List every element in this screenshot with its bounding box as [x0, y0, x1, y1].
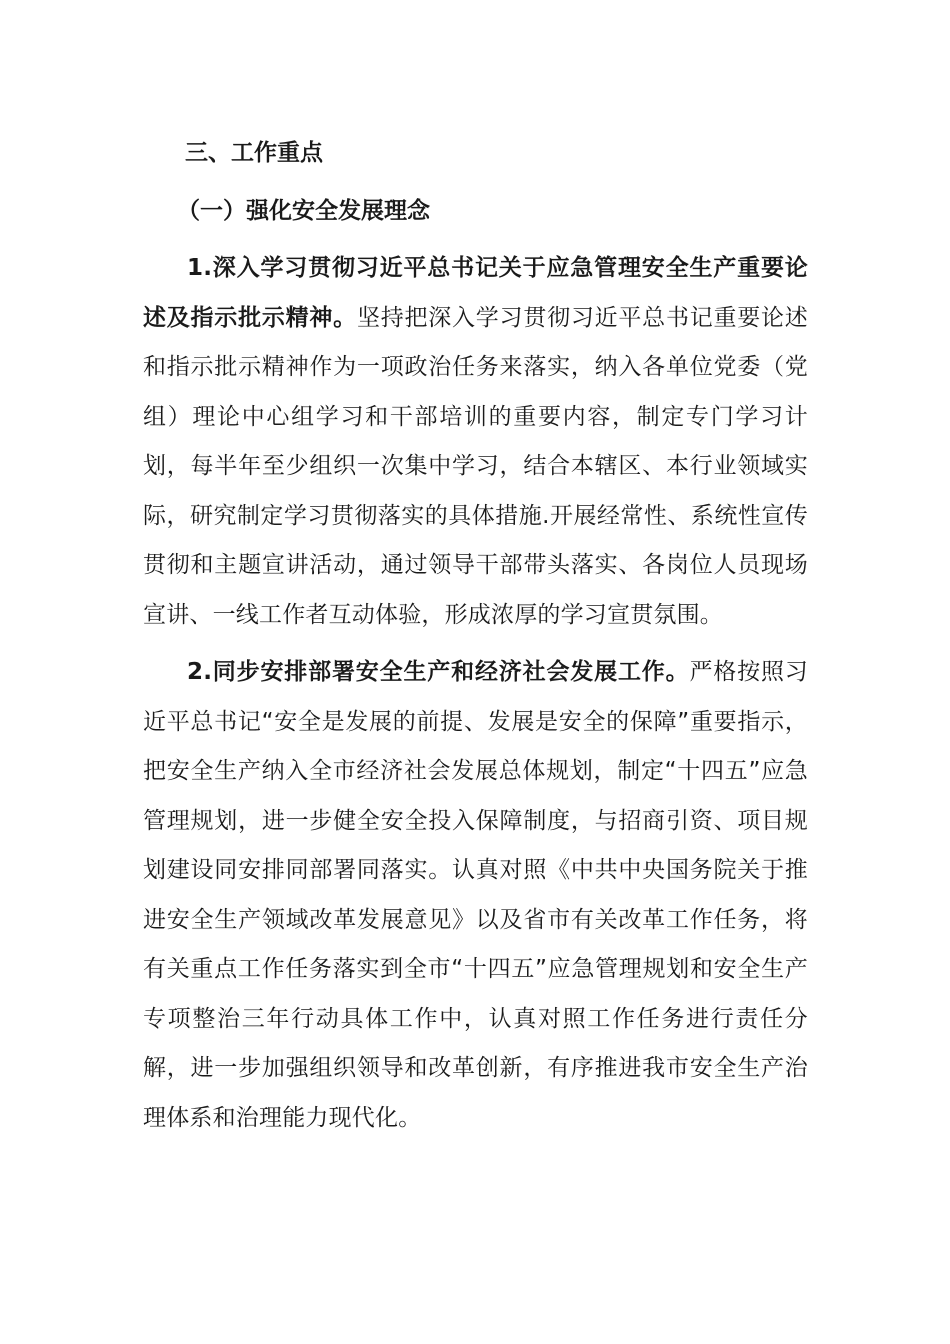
section-heading: 三、工作重点 [185, 140, 323, 166]
paragraph-1-lead: 1.深入学习贯彻习近平总书记关于应急管理安全生产重要论述及指示批示精神。 [143, 255, 808, 331]
paragraph-2 [143, 648, 808, 1143]
subsection-heading: （一）强化安全发展理念 [177, 198, 430, 224]
paragraph-1-body: 坚持把深入学习贯彻习近平总书记重要论述和指示批示精神作为一项政治任务来落实，纳入各单位党委（党组）理论中心组学习和干部培训的重要内容，制定专门学习计划，每半年至少组织一次集中学习，结合本辖区、本行业领域实际，研究制定学习贯彻落实的具体措施.开展经常性、系统性宣传贯彻和主题宣讲活动，通过领导干部带头落实、各岗位人员现场宣讲、一线工作者互动体验，形成浓厚的学习宣贯氛围。 [143, 304, 808, 628]
paragraph-2-body: 严格按照习近平总书记“安全是发展的前提、发展是安全的保障”重要指示，把安全生产纳入全市经济社会发展总体规划，制定“十四五”应急管理规划，进一步健全安全投入保障制度，与招商引资、项目规划建设同安排同部署同落实。认真对照《中共中央国务院关于推进安全生产领域改革发展意见》以及省市有关改革工作任务，将有关重点工作任务落实到全市“十四五”应急管理规划和安全生产专项整治三年行动具体工作中，认真对照工作任务进行责任分解，进一步加强组织领导和改革创新，有序推进我市安全生产治理体系和治理能力现代化。 [143, 659, 808, 1131]
document-content [143, 128, 808, 1143]
paragraph-1 [143, 244, 808, 640]
paragraph-2-lead: 2.同步安排部署安全生产和经济社会发展工作。 [187, 659, 690, 685]
